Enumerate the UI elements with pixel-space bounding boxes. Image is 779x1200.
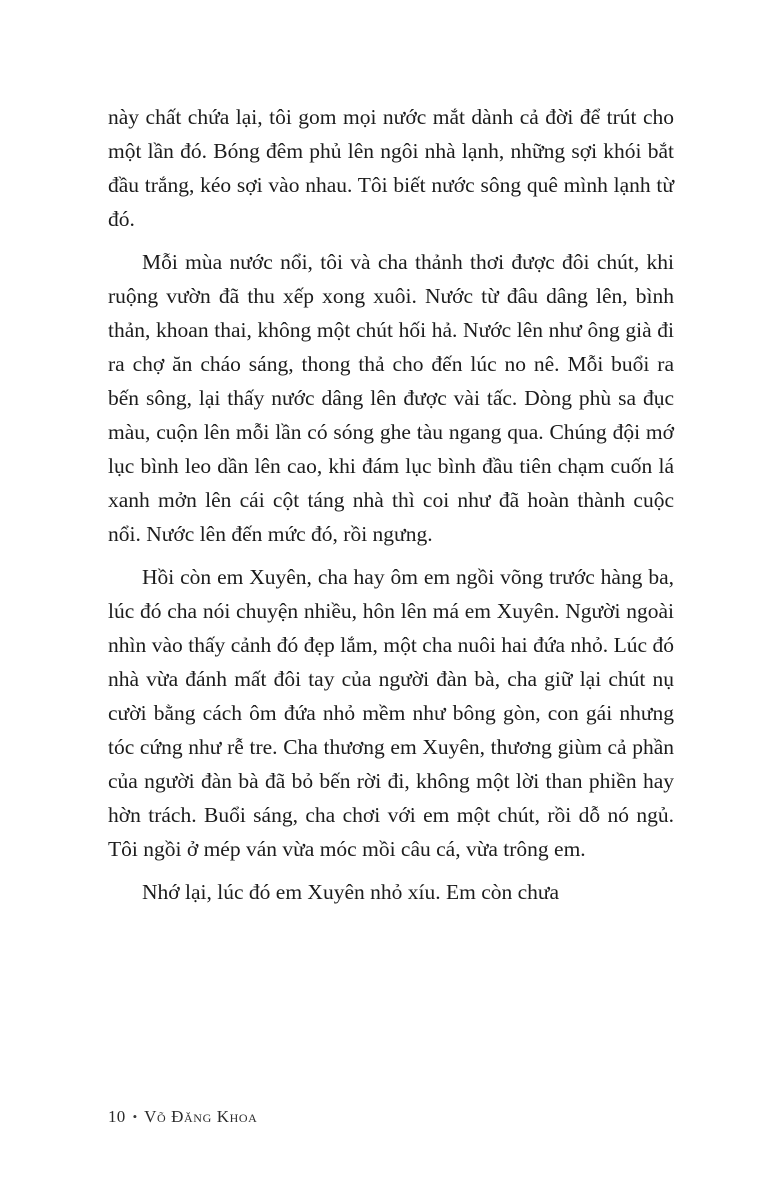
body-text xyxy=(108,100,674,918)
author-name: Võ Đăng Khoa xyxy=(144,1107,258,1126)
paragraph-1: này chất chứa lại, tôi gom mọi nước mắt dành cả đời để trút cho một lần đó. Bóng đêm phủ lên ngôi nhà lạnh, những sợi khói bắt đầu trắng, kéo sợi vào nhau. Tôi biết nước sông quê mình lạnh từ đó. xyxy=(108,105,674,231)
footer-separator-dot: • xyxy=(132,1109,138,1124)
paragraph-2: Mỗi mùa nước nổi, tôi và cha thảnh thơi được đôi chút, khi ruộng vườn đã thu xếp xong xuôi. Nước từ đâu dâng lên, bình thản, khoan thai, không một chút hối hả. Nước lên như ông già đi ra chợ ăn cháo sáng, thong thả cho đến lúc no nê. Mỗi buổi ra bến sông, lại thấy nước dâng lên được vài tấc. Dòng phù sa đục màu, cuộn lên mỗi lần có sóng ghe tàu ngang qua. Chúng đội mớ lục bình leo dần lên cao, khi đám lục bình đầu tiên chạm cuốn lá xanh mởn lên cái cột táng nhà thì coi như đã hoàn thành cuộc nổi. Nước lên đến mức đó, rồi ngưng. xyxy=(108,250,674,546)
page-number: 10 xyxy=(108,1107,126,1126)
paragraph-3: Hồi còn em Xuyên, cha hay ôm em ngồi võng trước hàng ba, lúc đó cha nói chuyện nhiều, hôn lên má em Xuyên. Người ngoài nhìn vào thấy cảnh đó đẹp lắm, một cha nuôi hai đứa nhỏ. Lúc đó nhà vừa đánh mất đôi tay của người đàn bà, cha giữ lại chút nụ cười bằng cách ôm đứa nhỏ mềm như bông gòn, con gái nhưng tóc cứng như rễ tre. Cha thương em Xuyên, thương giùm cả phần của người đàn bà đã bỏ bến rời đi, không một lời than phiền hay hờn trách. Buổi sáng, cha chơi với em một chút, rồi dỗ nó ngủ. Tôi ngồi ở mép ván vừa móc mồi câu cá, vừa trông em. xyxy=(108,565,674,861)
paragraph-4: Nhớ lại, lúc đó em Xuyên nhỏ xíu. Em còn chưa xyxy=(142,880,560,904)
page-footer xyxy=(108,1106,674,1128)
